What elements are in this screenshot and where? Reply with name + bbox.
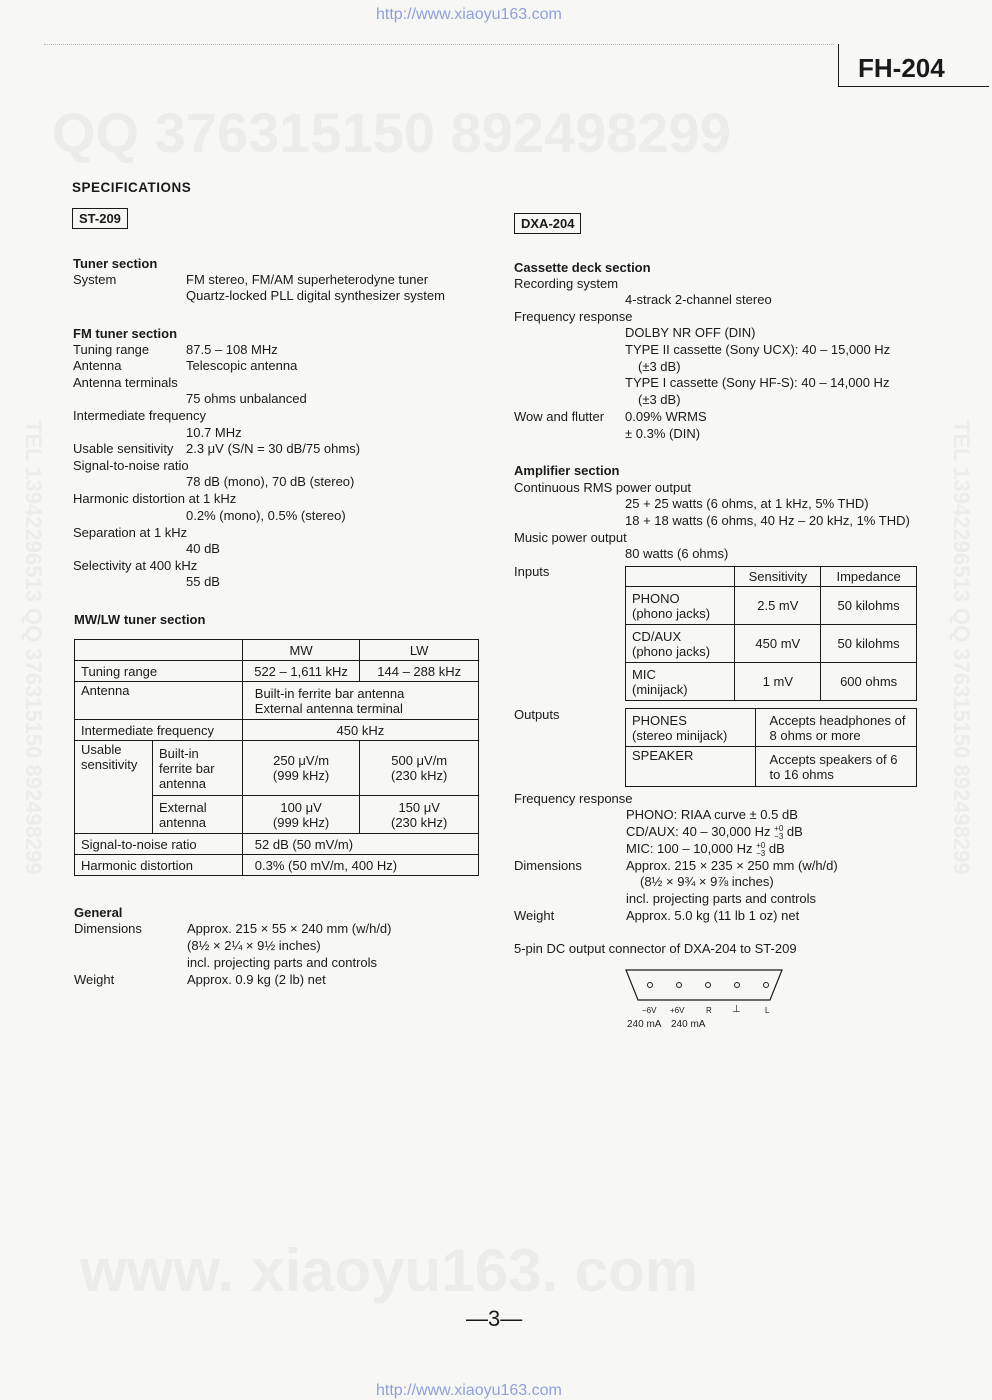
output-desc-2: 8 ohms or more (769, 727, 861, 743)
recording-system-label: Recording system (514, 276, 619, 291)
col-sensitivity: Sensitivity (735, 567, 821, 587)
tuning-range-label: Tuning range (73, 342, 150, 357)
input-jack: (phono jacks) (632, 605, 711, 621)
usable-sensitivity-label (75, 741, 153, 834)
pin-label-ground: ⊥ (732, 1004, 741, 1015)
freq-mic-unit: dB (768, 841, 785, 856)
pin-current: 240 mA (671, 1019, 706, 1030)
freq-mic-tol (756, 842, 765, 858)
input-jack: (phono jacks) (632, 643, 711, 659)
antenna-label: Antenna (73, 358, 122, 373)
frequency-response-label: Frequency response (514, 309, 633, 324)
snr-value: 78 dB (mono), 70 dB (stereo) (186, 474, 355, 489)
input-impedance: 50 kilohms (821, 625, 917, 663)
antenna-terminals-label: Antenna terminals (73, 375, 178, 390)
pin-3 (706, 983, 711, 988)
if-value: 10.7 MHz (186, 425, 242, 440)
input-impedance: 50 kilohms (821, 587, 917, 625)
input-sensitivity: 450 mV (735, 625, 821, 663)
connector-outline (626, 970, 782, 1000)
thd-label: Harmonic distortion (75, 855, 243, 876)
output-desc-1: Accepts headphones of (769, 712, 906, 728)
mwlw-table (74, 639, 479, 876)
if-value: 450 kHz (242, 720, 478, 741)
usable-sensitivity-label: Usable sensitivity (73, 441, 174, 456)
inputs-label: Inputs (514, 564, 550, 579)
input-name (626, 625, 735, 663)
freq-cdaux-range: CD/AUX: 40 – 30,000 Hz (626, 824, 771, 839)
external-lw (360, 796, 479, 834)
table-row (626, 587, 917, 625)
bottom-url[interactable]: http://www.xiaoyu163.com (376, 1382, 562, 1399)
separation-label: Separation at 1 kHz (73, 525, 188, 540)
input-sensitivity: 1 mV (735, 663, 821, 701)
input-sensitivity: 2.5 mV (735, 587, 821, 625)
usable-line-1: Usable (81, 742, 122, 757)
freq-type2-tol: (±3 dB) (638, 359, 681, 374)
watermark-site: www. xiaoyu163. com (80, 1237, 699, 1304)
model-number: FH-204 (858, 53, 945, 83)
page-title: SPECIFICATIONS (72, 180, 192, 195)
rms-value-1: 25 + 25 watts (6 ohms, at 1 kHz, 5% THD) (625, 496, 869, 511)
freq-dolby: DOLBY NR OFF (DIN) (625, 325, 756, 340)
watermark-tel-right: TEL 13942296513 QQ 376315150 892498299 (949, 420, 974, 875)
tuner-heading: Tuner section (73, 256, 158, 271)
external-line-2: antenna (158, 814, 206, 830)
table-cell (626, 567, 735, 587)
page-number: —3— (466, 1306, 523, 1331)
antenna-value: Telescopic antenna (186, 358, 298, 373)
snr-label: Signal-to-noise ratio (73, 458, 189, 473)
external-mw-freq: (999 kHz) (272, 814, 330, 830)
freq-mic-range: MIC: 100 – 10,000 Hz (626, 841, 753, 856)
wow-flutter-value-1: 0.09% WRMS (625, 409, 707, 424)
output-desc-2: to 16 ohms (769, 766, 834, 782)
col-mw: MW (242, 640, 360, 661)
top-url[interactable]: http://www.xiaoyu163.com (376, 6, 562, 23)
table-row (626, 663, 917, 701)
general-heading: General (74, 905, 123, 920)
tuning-range-value: 87.5 – 108 MHz (186, 342, 278, 357)
thd-value: 0.3% (50 mV/m, 400 Hz) (242, 855, 478, 876)
input-jack: (minijack) (632, 681, 688, 697)
table-row (626, 709, 917, 747)
dimensions-value-1: Approx. 215 × 55 × 240 mm (w/h/d) (187, 921, 392, 936)
cassette-heading: Cassette deck section (514, 260, 651, 275)
output-desc-1: Accepts speakers of 6 (769, 751, 898, 767)
builtin-mw (242, 741, 360, 796)
output-name-1: SPEAKER (632, 748, 694, 763)
tol-bottom: −3 (756, 848, 766, 858)
usable-line-2: sensitivity (81, 757, 138, 772)
music-power-value: 80 watts (6 ohms) (625, 546, 729, 561)
wow-flutter-value-2: ± 0.3% (DIN) (625, 426, 701, 441)
usable-sensitivity-value: 2.3 μV (S/N = 30 dB/75 ohms) (186, 441, 361, 456)
freq-type1: TYPE I cassette (Sony HF-S): 40 – 14,000 Hz (625, 375, 890, 390)
input-name-1: MIC (632, 666, 656, 682)
input-impedance: 600 ohms (821, 663, 917, 701)
watermark-tel-left: TEL 13942296513 QQ 376315150 892498299 (21, 420, 46, 875)
freq-response-2-label: Frequency response (514, 791, 633, 806)
rms-value-2: 18 + 18 watts (6 ohms, 40 Hz – 20 kHz, 1% THD) (625, 513, 910, 528)
weight-label: Weight (74, 972, 115, 987)
table-row (626, 747, 917, 787)
antenna-values (242, 682, 478, 720)
tol-top: +0 (774, 823, 784, 833)
input-name (626, 587, 735, 625)
pin-label: −6V (642, 1006, 657, 1015)
output-name (626, 747, 756, 787)
dxa-weight-value: Approx. 5.0 kg (11 lb 1 oz) net (626, 908, 800, 923)
tuning-range-mw: 522 – 1,611 kHz (242, 661, 360, 682)
output-name-1: PHONES (632, 712, 687, 728)
pin-4 (735, 983, 740, 988)
antenna-label: Antenna (75, 682, 243, 720)
dxa-weight-label: Weight (514, 908, 555, 923)
antenna-terminals-value: 75 ohms unbalanced (186, 391, 307, 406)
input-name-1: CD/AUX (632, 628, 682, 644)
builtin-line-3: antenna (158, 775, 206, 791)
col-lw: LW (360, 640, 479, 661)
external-lw-freq: (230 kHz) (391, 814, 448, 830)
external-mw (242, 796, 360, 834)
output-desc (755, 709, 916, 747)
thd-label: Harmonic distortion at 1 kHz (73, 491, 237, 506)
pin-label: L (765, 1006, 770, 1015)
builtin-line-1: Built-in (158, 745, 199, 761)
selectivity-label: Selectivity at 400 kHz (73, 558, 198, 573)
outputs-label: Outputs (514, 707, 560, 722)
antenna-value-2: External antenna terminal (254, 700, 403, 716)
freq-mic (626, 841, 785, 858)
selectivity-value: 55 dB (186, 574, 220, 589)
external-lw-value: 150 μV (398, 799, 440, 815)
thd-value: 0.2% (mono), 0.5% (stereo) (186, 508, 346, 523)
output-name (626, 709, 756, 747)
outputs-table (625, 708, 917, 787)
builtin-lw (360, 741, 479, 796)
pin-1 (648, 983, 653, 988)
tuning-range-label: Tuning range (75, 661, 243, 682)
tol-top: +0 (756, 840, 766, 850)
wow-flutter-label: Wow and flutter (514, 409, 605, 424)
system-value-1: FM stereo, FM/AM superheterodyne tuner (186, 272, 429, 287)
freq-type2: TYPE II cassette (Sony UCX): 40 – 15,000 Hz (625, 342, 891, 357)
system-value-2: Quartz-locked PLL digital synthesizer system (186, 288, 445, 303)
tol-bottom: −3 (774, 831, 784, 841)
antenna-value-1: Built-in ferrite bar antenna (254, 685, 405, 701)
music-power-label: Music power output (514, 530, 627, 545)
connector-diagram (624, 966, 784, 1004)
pin-label: R (706, 1006, 712, 1015)
if-label: Intermediate frequency (75, 720, 243, 741)
dimensions-value-2: (8½ × 2¼ × 9½ inches) (187, 938, 321, 953)
dimensions-label: Dimensions (74, 921, 142, 936)
external-line-1: External (158, 799, 207, 815)
if-label: Intermediate frequency (73, 408, 206, 423)
dxa-dimensions-value-2: (8½ × 9¾ × 9⅞ inches) (640, 874, 774, 889)
pin-5 (764, 983, 769, 988)
st209-label: ST-209 (72, 208, 128, 229)
input-name (626, 663, 735, 701)
amplifier-heading: Amplifier section (514, 463, 620, 478)
weight-value: Approx. 0.9 kg (2 lb) net (187, 972, 326, 987)
rms-label: Continuous RMS power output (514, 480, 692, 495)
builtin-line-2: ferrite bar (158, 760, 215, 776)
table-row (626, 625, 917, 663)
pin-2 (677, 983, 682, 988)
builtin-mw-value: 250 μV/m (273, 753, 330, 768)
output-desc (755, 747, 916, 787)
output-jack: (stereo minijack) (632, 727, 728, 743)
external-mw-value: 100 μV (280, 799, 322, 815)
dxa-dimensions-value-3: incl. projecting parts and controls (626, 891, 817, 906)
watermark-qq: QQ 376315150 892498299 (52, 101, 731, 164)
inputs-table (625, 566, 917, 701)
external-label (152, 796, 242, 834)
builtin-lw-freq: (230 kHz) (391, 768, 448, 783)
freq-cdaux (626, 824, 803, 841)
top-divider (44, 44, 834, 45)
snr-value: 52 dB (50 mV/m) (242, 834, 478, 855)
builtin-label (152, 741, 242, 796)
separation-value: 40 dB (186, 541, 220, 556)
freq-cdaux-tol (774, 825, 783, 841)
builtin-mw-freq: (999 kHz) (272, 768, 330, 783)
freq-type1-tol: (±3 dB) (638, 392, 681, 407)
builtin-lw-value: 500 μV/m (391, 753, 448, 768)
fm-heading: FM tuner section (73, 326, 178, 341)
dimensions-value-3: incl. projecting parts and controls (187, 955, 378, 970)
dxa-dimensions-label: Dimensions (514, 858, 582, 873)
freq-cdaux-unit: dB (786, 824, 803, 839)
mwlw-heading: MW/LW tuner section (74, 612, 206, 627)
input-name-1: PHONO (632, 590, 680, 606)
freq-phono: PHONO: RIAA curve ± 0.5 dB (626, 807, 798, 822)
dxa204-label: DXA-204 (514, 213, 581, 234)
table-cell (75, 640, 243, 661)
tuning-range-lw: 144 – 288 kHz (360, 661, 479, 682)
dxa-dimensions-value-1: Approx. 215 × 235 × 250 mm (w/h/d) (626, 858, 838, 873)
snr-label: Signal-to-noise ratio (75, 834, 243, 855)
system-label: System (73, 272, 117, 287)
connector-caption: 5-pin DC output connector of DXA-204 to ST-209 (514, 941, 797, 956)
col-impedance: Impedance (821, 567, 917, 587)
pin-label: +6V (670, 1006, 685, 1015)
recording-system-value: 4-strack 2-channel stereo (625, 292, 772, 307)
pin-current: 240 mA (627, 1019, 662, 1030)
